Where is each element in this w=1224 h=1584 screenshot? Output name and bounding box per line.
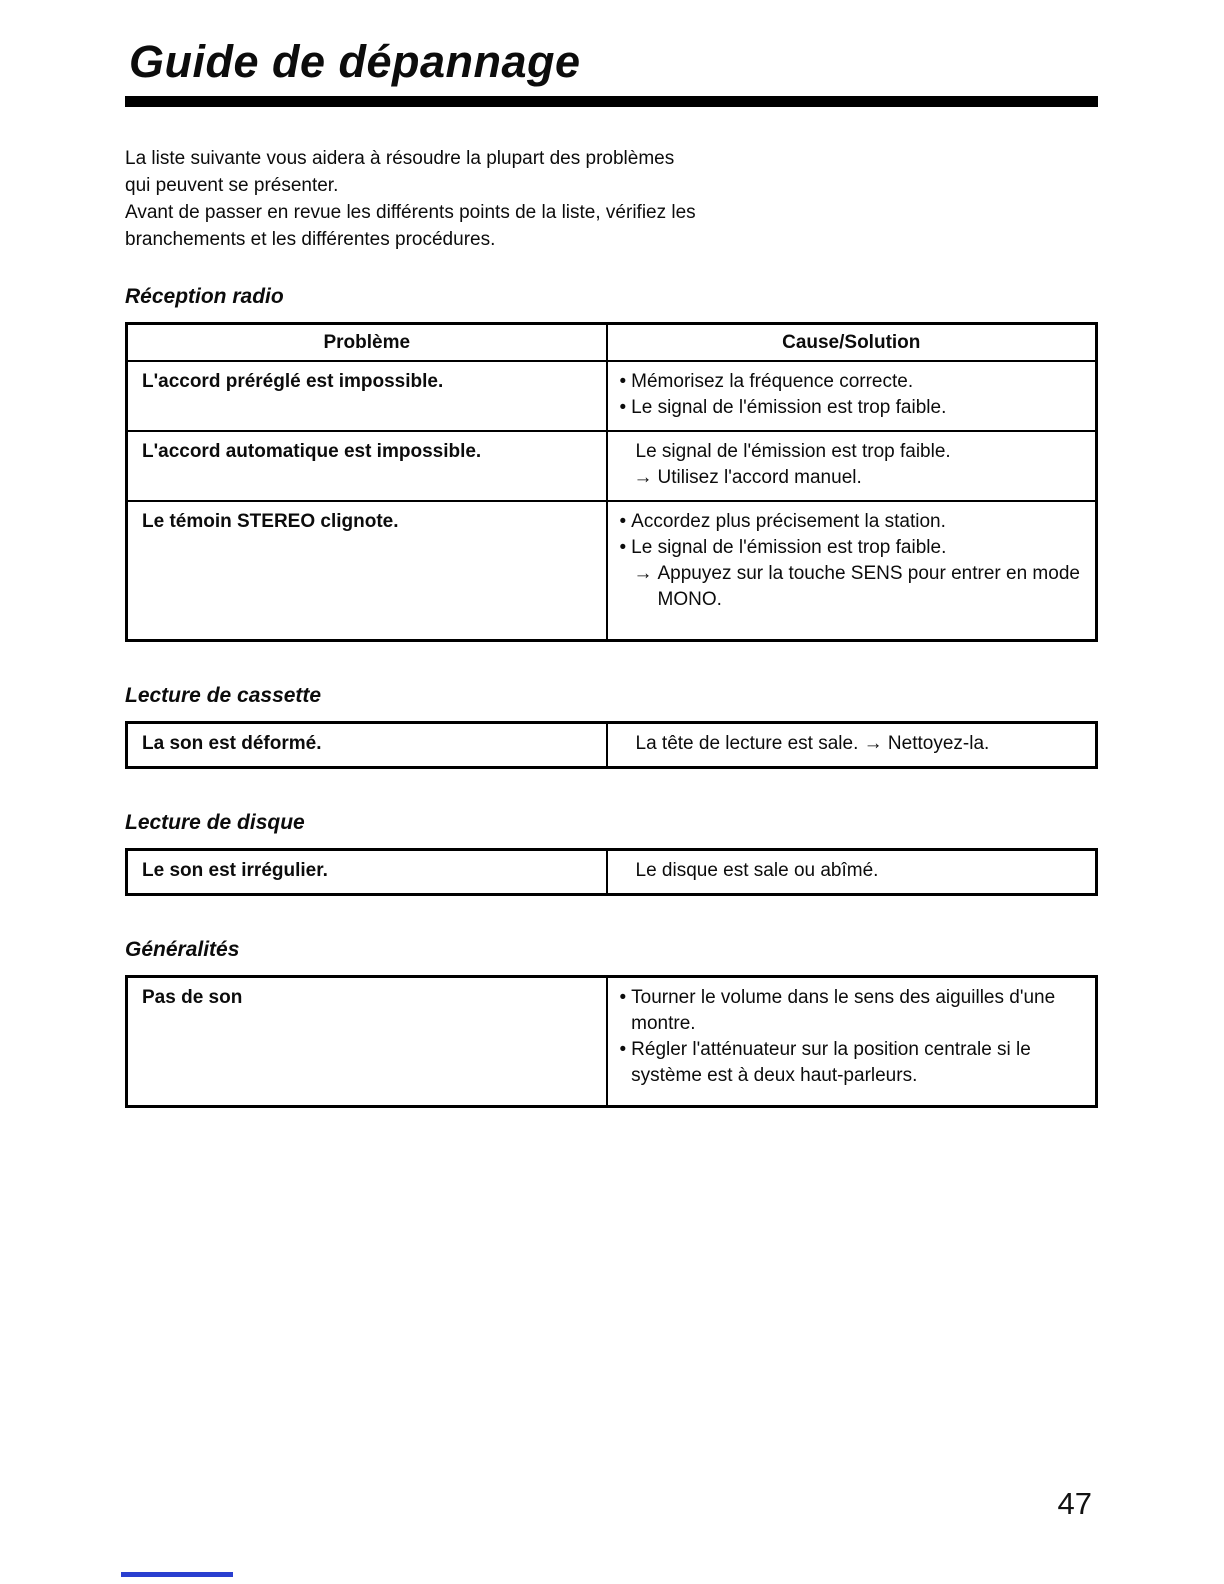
cause-line	[620, 369, 1084, 395]
intro-line: Avant de passer en revue les différents points de la liste, vérifiez les	[125, 202, 696, 223]
cause-text: Mémorisez la fréquence correcte.	[631, 371, 914, 392]
cause-line	[636, 731, 1084, 757]
bullet-icon: •	[619, 987, 627, 1008]
problem-cell: L'accord automatique est impossible.	[127, 431, 607, 501]
bullet-icon: •	[619, 371, 627, 392]
table-row	[127, 501, 1097, 641]
cause-text: La tête de lecture est sale. → Nettoyez-la.	[635, 733, 990, 754]
troubleshooting-table-generalites	[125, 975, 1098, 1108]
cause-text: Le signal de l'émission est trop faible.	[631, 397, 947, 418]
intro-line: La liste suivante vous aidera à résoudre la plupart des problèmes	[125, 148, 675, 169]
arrow-icon: →	[633, 467, 653, 488]
cause-text: Appuyez sur la touche SENS pour entrer en mode MONO.	[657, 563, 1080, 610]
cause-line	[620, 561, 1084, 613]
troubleshooting-table-radio	[125, 322, 1098, 642]
intro-line: branchements et les différentes procédures.	[125, 229, 496, 250]
col-header-cause: Cause/Solution	[607, 324, 1097, 362]
cause-line	[620, 985, 1084, 1037]
cause-cell	[607, 501, 1097, 641]
bullet-icon: •	[619, 397, 627, 418]
cause-line	[636, 858, 1084, 884]
arrow-icon: →	[633, 563, 653, 584]
cause-cell	[607, 977, 1097, 1107]
cause-line	[620, 465, 1084, 491]
table-row	[127, 977, 1097, 1107]
table-row	[127, 850, 1097, 895]
cause-cell	[607, 723, 1097, 768]
problem-cell: La son est déformé.	[127, 723, 607, 768]
cause-text: Utilisez l'accord manuel.	[657, 467, 862, 488]
intro-line: qui peuvent se présenter.	[125, 175, 339, 196]
cause-text: Accordez plus précisement la station.	[631, 511, 946, 532]
table-row	[127, 361, 1097, 431]
problem-cell: Pas de son	[127, 977, 607, 1107]
bullet-icon: •	[619, 511, 627, 532]
bullet-icon: •	[619, 537, 627, 558]
cause-text: Le signal de l'émission est trop faible.	[635, 441, 951, 462]
troubleshooting-table-disque	[125, 848, 1098, 896]
cause-text: Régler l'atténuateur sur la position centrale si le système est à deux haut-parleurs.	[631, 1039, 1031, 1086]
cause-line	[620, 535, 1084, 561]
cause-line	[636, 439, 1084, 465]
cause-text: Le disque est sale ou abîmé.	[635, 860, 879, 881]
title-rule	[125, 96, 1098, 107]
cause-text: Le signal de l'émission est trop faible.	[631, 537, 947, 558]
table-row	[127, 431, 1097, 501]
section-heading-radio: Réception radio	[125, 285, 284, 308]
page-content	[125, 36, 1098, 1108]
section-heading-cassette: Lecture de cassette	[125, 684, 322, 707]
section-heading-disque: Lecture de disque	[125, 811, 305, 834]
page-number: 47	[1057, 1486, 1092, 1521]
problem-cell: Le témoin STEREO clignote.	[127, 501, 607, 641]
cause-text: Tourner le volume dans le sens des aiguilles d'une montre.	[631, 987, 1056, 1034]
table-header-row	[127, 324, 1097, 362]
cause-cell	[607, 431, 1097, 501]
cause-cell	[607, 850, 1097, 895]
section-heading-generalites: Généralités	[125, 938, 240, 961]
bullet-icon: •	[619, 1039, 627, 1060]
footer-accent-line	[121, 1572, 233, 1577]
col-header-problem: Problème	[127, 324, 607, 362]
troubleshooting-table-cassette	[125, 721, 1098, 769]
table-row	[127, 723, 1097, 768]
page-title: Guide de dépannage	[129, 36, 581, 87]
problem-cell: Le son est irrégulier.	[127, 850, 607, 895]
cause-line	[620, 509, 1084, 535]
intro-paragraph	[125, 145, 1098, 253]
cause-line	[620, 1037, 1084, 1089]
cause-line	[620, 395, 1084, 421]
cause-cell	[607, 361, 1097, 431]
problem-cell: L'accord préréglé est impossible.	[127, 361, 607, 431]
